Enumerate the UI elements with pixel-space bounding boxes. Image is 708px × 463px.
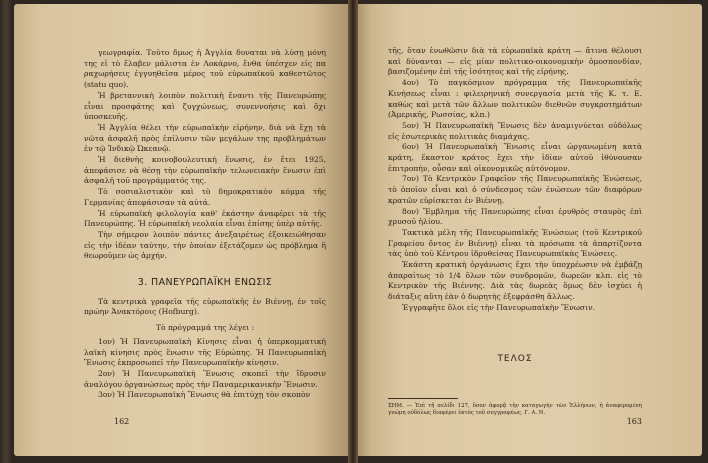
page-number: 163 <box>626 417 642 427</box>
paragraph: Ἑκάστη κρατικὴ ὀργάνωσις ἔχει τὴν ὑποχρέωσιν νὰ ἐμβάζῃ ἀπαραίτως τὸ 1/4 ὅλων τῶν συνδρομῶν, δωρεῶν κλπ. εἰς τὸ Κεντρικὸν τῆς Βιέννης. Διὰ τὰς δωρεὰς ὅμως δὲν ἰσχύει ἡ διάταξις αὕτη ἐὰν ὁ δωρητὴς ἐξεφράσθη ἄλλως. <box>388 260 642 302</box>
program-intro: Τὸ πρόγραμμά της λέγει : <box>155 323 255 333</box>
paragraph: Ἐγγραφῆτε ὅλοι εἰς τὴν Πανευρωπαϊκὴν Ἕνωσιν. <box>402 302 596 312</box>
program-item: 2ον) Ἡ Πανευρωπαϊκὴ Ἕνωσις σκοπεῖ τὴν ἵδρυσιν ἀναλόγου ὀργανώσεως πρὸς τὴν Παναμερικανικὴν Ἕνωσιν. <box>84 368 326 389</box>
paragraph: 4ον) Τὸ παγκόσμιον πρόγραμμα τῆς Πανευρωπαϊκῆς Κινήσεως εἶναι : φιλειρηνικὴ συνεργασία μετὰ τῆς Κ. τ. Ε. καθὼς καὶ μετὰ τῶν ἄλλων πολιτικῶν διεθνῶν συγκροτημάτων (Ἀμερικῆς, Ρωσσίας, κλπ.) <box>388 78 642 120</box>
end-label: ΤΕΛΟΣ <box>497 353 533 364</box>
program-item: 3ον) Ἡ Πανευρωπαϊκὴ Ἕνωσις θὰ ἐπιτύχῃ τὸν σκοπὸν <box>98 390 311 400</box>
paragraph: Ἡ εὐρωπαϊκὴ φιλολογία καθ' ἑκάστην ἀναφέρει τὰ τῆς Πανευρώπης. Ἡ εὐρωπαϊκὴ νεολαία εἶναι ἐπίσης ὑπὲρ αὐτῆς. <box>84 208 326 229</box>
program-item: 1ον) Ἡ Πανευρωπαϊκὴ Κίνησις εἶναι ἡ ὑπερκομματικὴ λαϊκὴ κίνησις πρὸς ἕνωσιν τῆς Εὐρώπης. Ἡ Πανευρωπαϊκὴ Ἕνωσις ἐκπροσωπεῖ τὴν Πανευρωπαϊκὴν κίνησιν. <box>84 336 326 368</box>
paragraph: Τὰ κεντρικὰ γραφεῖα τῆς εὐρωπαϊκῆς ἐν Βιέννῃ, ἐν τοῖς πρώην Ἀνακτόροις (Hofburg). <box>84 296 326 317</box>
paragraph: Ἡ βρεταννικὴ λοιπὸν πολιτικὴ ἔναντι τῆς Πανευρώπης εἶναι προσφάτης καὶ ζυγχώνεως, συνεννοήσις καὶ ὄχι ὑποσκευῆς. <box>84 90 326 122</box>
paragraph: 8ον) Ἔμβλημα τῆς Πανευρώπης εἶναι ἐρυθρὸς σταυρὸς ἐπὶ χρυσοῦ ἡλίου. <box>388 206 642 227</box>
paragraph: Ἡ Ἀγγλία θέλει τὴν εὐρωπαϊκὴν εἰρήνην, διὰ νὰ ἔχῃ τὰ νῶτα ἀσφαλῆ πρὸς ἐπίλυσιν τῶν μεγάλων της προβλημάτων ἐν τῷ Ἰνδικῷ Ὠκεανῷ. <box>84 122 326 154</box>
paragraph: 6ον) Ἡ Πανευρωπαϊκὴ Ἕνωσις εἶναι ὠργανωμένη κατὰ κράτη, ἕκαστον κράτος ἔχει τὴν ἰδίαν αὐτοῦ ἰθύνουσαν ἐπιτροπήν, οὖσαν καὶ οἰκονομικῶς αὐτόνομον. <box>388 142 642 173</box>
paragraph: Τὸ σοσιαλιστικὸν καὶ τὸ δημοκρατικὸν κόμμα τῆς Γερμανίας ἀπεφάσισαν τὰ αὐτά. <box>84 187 326 207</box>
section-heading: 3. ΠΑΝΕΥΡΩΠΑΪΚΗ ΕΝΩΣΙΣ <box>137 277 273 289</box>
footnote: ΣΗΜ. — Ἐπὶ τῆ σελίδι 127, ὅσον ἀφορᾷ τὴν καταγωγὴν τῶν Ἑλλήνων, ἡ ἀναφερομένη γνώμη οὐδόλως διαφέρει ἐκτὸς τοῦ συγγραφέως. Γ. Α. Ν. <box>388 403 642 417</box>
footnote-rule <box>388 398 458 399</box>
left-page <box>14 4 352 456</box>
paragraph: 7ον) Τὸ Κεντρικὸν Γραφεῖον τῆς Πανευρωπαϊκῆς Ἑνώσεως, τὸ ὁποῖον εἶναι καὶ ὁ σύνδεσμος τῶν ἑνώσεων τῶν διαφόρων κρατῶν εὑρίσκεται ἐν Βιέννῃ. <box>388 174 642 205</box>
page-number: 162 <box>114 417 130 427</box>
book-gutter <box>348 0 358 463</box>
paragraph: γεωγραφία. Τοῦτο δμως ἡ Ἀγγλία δυναται νὰ λύσῃ μόνη της εἰ τὸ ἔλαβεν μάλιστα ἐν Λοκάρνο, ἔνθα ὑπέσχεν εἰς πα ραχωρήσεις ἐγγυηθεῖσα μέρος τοῦ εὐρωπαϊκοῦ καθεστῶτος (statu quo). <box>84 48 326 90</box>
paragraph: τῆς, ὅταν ἑνωθῶσιν διὰ τὰ εὐρωπαϊκὰ κράτη — ἅτινα θέλουσι καὶ δύνανται — εἰς μίαν πολιτικο-οικονομικὴν ὁμοσπονδίαν, βασιζομένην ἐπὶ τῆς ἰσότητος καὶ τῆς εἰρήνης. <box>388 46 642 77</box>
paragraph: Τακτικὰ μέλη τῆς Πανευρωπαϊκῆς Ἑνώσεως (τοῦ Κεντρικοῦ Γραφείου ὄντος ἐν Βιέννῃ) εἶναι τὰ πρόσωπα τὰ ἀπαρτίζοντα τὰς ὑπὸ τοῦ Κέντρου ἱδρυθείσας Πανευρωπαϊκὰς Ἑνώσεις. <box>388 227 642 259</box>
paragraph: Τὴν σήμερον λοιπὸν πάντες ἀνεξαιρέτως ἐξοικειώθησαν εἰς τὴν ἰδέαν ταύτην, τὴν ὁποίαν ἐξετάζομεν ὡς πρόβλημα ἢ θεωροῦμεν ὡς ἀρχήν. <box>84 229 326 261</box>
right-page <box>354 4 702 456</box>
paragraph: Ἡ διεθνὴς κοινοβουλευτικὴ ἕνωσις, ἐν ἔτει 1925, ἀπεφάσισε νὰ θέσῃ τὴν εὐρωπαϊκὴν τελωνειακὴν ἕνωσιν ἐπὶ ἀσφαλῆ τοῦ προγράμματός της. <box>84 155 326 186</box>
paragraph: 5ον) Ἡ Πανευρωπαϊκὴ Ἕνωσις δὲν ἀναμιγνύεται οὐδόλως εἰς ἐσωτερικὰς πολιτικὰς διαμάχας. <box>388 120 642 141</box>
